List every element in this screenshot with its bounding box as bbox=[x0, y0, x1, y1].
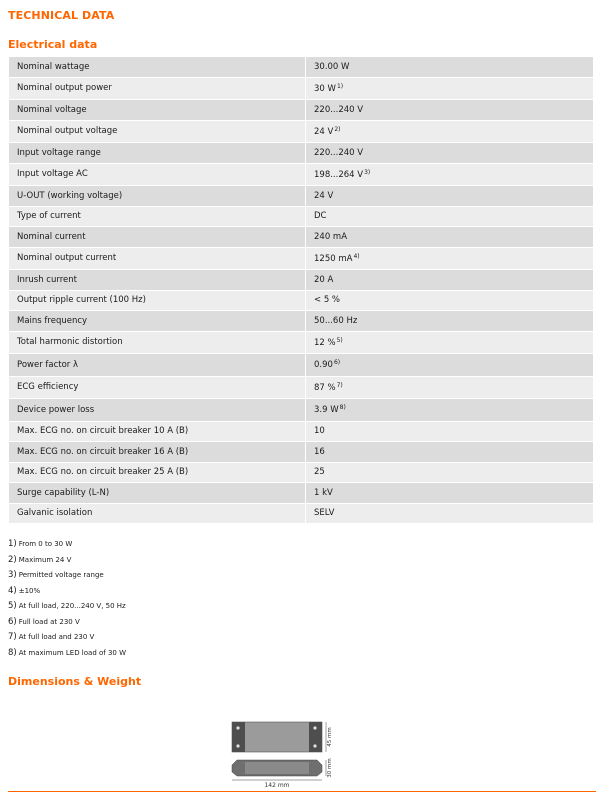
spec-value bbox=[306, 483, 594, 504]
spec-row bbox=[9, 227, 594, 248]
spec-value bbox=[306, 462, 594, 483]
spec-value bbox=[306, 247, 594, 270]
spec-value bbox=[306, 143, 594, 164]
footnote-number: 8) bbox=[8, 647, 17, 658]
spec-value bbox=[306, 57, 594, 78]
spec-label: Input voltage AC bbox=[9, 163, 306, 186]
spec-value-text: 3.9 W bbox=[314, 405, 339, 416]
spec-value bbox=[306, 311, 594, 332]
spec-value-text: < 5 % bbox=[314, 295, 341, 306]
electrical-data-table bbox=[8, 56, 594, 524]
footnote-ref: 7) bbox=[336, 381, 343, 389]
spec-row bbox=[9, 376, 594, 399]
device-top-view bbox=[232, 722, 322, 752]
spec-value bbox=[306, 206, 594, 227]
footer-rule bbox=[8, 791, 596, 792]
spec-value-text: SELV bbox=[314, 508, 335, 519]
spec-row bbox=[9, 462, 594, 483]
spec-label: Device power loss bbox=[9, 399, 306, 422]
screw-hole bbox=[236, 744, 239, 747]
footnote-number: 5) bbox=[8, 601, 17, 611]
spec-value-text: 10 bbox=[314, 426, 325, 437]
footnote bbox=[8, 599, 126, 615]
section-title-electrical: Electrical data bbox=[8, 38, 98, 51]
footnote-number: 1) bbox=[8, 539, 17, 549]
spec-row bbox=[9, 290, 594, 311]
spec-value bbox=[306, 290, 594, 311]
footnote-number: 6) bbox=[8, 616, 17, 627]
spec-label: Output ripple current (100 Hz) bbox=[9, 290, 306, 311]
spec-label: Galvanic isolation bbox=[9, 503, 306, 524]
footnote bbox=[8, 537, 126, 553]
spec-value-text: 198...264 V bbox=[314, 169, 364, 180]
spec-value bbox=[306, 120, 594, 143]
spec-value bbox=[306, 399, 594, 422]
spec-label: Mains frequency bbox=[9, 311, 306, 332]
footnote-number: 7) bbox=[8, 632, 17, 642]
footnote-text: At full load, 220...240 V, 50 Hz bbox=[18, 602, 126, 610]
footnotes-list bbox=[8, 537, 126, 661]
spec-label: Nominal output voltage bbox=[9, 120, 306, 143]
footnote-ref: 4) bbox=[353, 252, 360, 260]
spec-row bbox=[9, 311, 594, 332]
footnote bbox=[8, 615, 126, 631]
spec-label: Nominal current bbox=[9, 227, 306, 248]
spec-value bbox=[306, 421, 594, 442]
spec-value-text: 20 A bbox=[314, 274, 334, 285]
spec-value bbox=[306, 186, 594, 207]
spec-row bbox=[9, 120, 594, 143]
spec-value bbox=[306, 227, 594, 248]
spec-row bbox=[9, 77, 594, 100]
height-dimension-label: 30 mm bbox=[327, 758, 333, 778]
spec-label: Total harmonic distortion bbox=[9, 331, 306, 354]
spec-row bbox=[9, 57, 594, 78]
footnote bbox=[8, 584, 126, 600]
screw-hole bbox=[313, 726, 316, 729]
spec-row bbox=[9, 483, 594, 504]
spec-label: Surge capability (L-N) bbox=[9, 483, 306, 504]
spec-value-text: 240 mA bbox=[314, 231, 348, 242]
spec-row bbox=[9, 247, 594, 270]
footnote-text: Permitted voltage range bbox=[18, 571, 104, 579]
spec-value bbox=[306, 376, 594, 399]
spec-row bbox=[9, 503, 594, 524]
spec-value-text: 25 bbox=[314, 467, 325, 478]
spec-label: Input voltage range bbox=[9, 143, 306, 164]
section-title-dimensions: Dimensions & Weight bbox=[8, 675, 142, 688]
spec-value bbox=[306, 354, 594, 377]
spec-value-text: 1 kV bbox=[314, 487, 333, 498]
spec-value-text: 24 V bbox=[314, 190, 334, 201]
spec-value bbox=[306, 270, 594, 291]
spec-label: Nominal voltage bbox=[9, 100, 306, 121]
page-title: TECHNICAL DATA bbox=[8, 9, 115, 22]
footnote-ref: 1) bbox=[336, 82, 344, 90]
spec-row bbox=[9, 100, 594, 121]
spec-row bbox=[9, 399, 594, 422]
spec-label: Max. ECG no. on circuit breaker 10 A (B) bbox=[9, 421, 306, 442]
footnote-number: 4) bbox=[8, 585, 17, 596]
width-dimension-label: 45 mm bbox=[327, 727, 333, 747]
spec-label: Nominal wattage bbox=[9, 57, 306, 78]
spec-row bbox=[9, 163, 594, 186]
spec-row bbox=[9, 421, 594, 442]
footnote-ref: 3) bbox=[364, 168, 371, 176]
spec-label: Inrush current bbox=[9, 270, 306, 291]
spec-label: Power factor λ bbox=[9, 354, 306, 377]
footnote bbox=[8, 568, 126, 584]
spec-value bbox=[306, 163, 594, 186]
footnote-text: From 0 to 30 W bbox=[18, 540, 73, 548]
spec-value bbox=[306, 503, 594, 524]
spec-value bbox=[306, 100, 594, 121]
spec-value-text: 220...240 V bbox=[314, 104, 364, 115]
footnote-text: ±10% bbox=[18, 586, 41, 595]
footnote-text: Maximum 24 V bbox=[18, 555, 72, 564]
spec-label: Nominal output current bbox=[9, 247, 306, 270]
spec-row bbox=[9, 354, 594, 377]
footnote-text: At maximum LED load of 30 W bbox=[18, 648, 127, 657]
spec-value-text: 16 bbox=[314, 446, 325, 457]
footnote-text: Full load at 230 V bbox=[18, 617, 80, 626]
spec-value-text: 1250 mA bbox=[314, 253, 353, 264]
spec-row bbox=[9, 270, 594, 291]
spec-row bbox=[9, 206, 594, 227]
screw-hole bbox=[236, 726, 239, 729]
spec-value-text: 220...240 V bbox=[314, 147, 364, 158]
footnote-text: At full load and 230 V bbox=[18, 633, 95, 641]
footnote-ref: 8) bbox=[339, 404, 346, 412]
dimension-drawing bbox=[225, 718, 335, 790]
footnote-ref: 6) bbox=[333, 359, 341, 367]
footnote-number: 3) bbox=[8, 570, 17, 580]
footnote bbox=[8, 553, 126, 569]
spec-row bbox=[9, 331, 594, 354]
spec-row bbox=[9, 186, 594, 207]
spec-label: Max. ECG no. on circuit breaker 16 A (B) bbox=[9, 442, 306, 463]
spec-value bbox=[306, 331, 594, 354]
spec-value-text: 87 % bbox=[314, 382, 336, 393]
footnote-number: 2) bbox=[8, 554, 17, 565]
footnote bbox=[8, 646, 126, 662]
spec-value-text: 0.90 bbox=[314, 360, 333, 371]
spec-label: Nominal output power bbox=[9, 77, 306, 100]
spec-value-text: 30.00 W bbox=[314, 61, 350, 72]
spec-value-text: 50...60 Hz bbox=[314, 315, 358, 326]
spec-value bbox=[306, 77, 594, 100]
spec-row bbox=[9, 143, 594, 164]
footnote-ref: 2) bbox=[334, 125, 341, 133]
spec-label: Type of current bbox=[9, 206, 306, 227]
spec-row bbox=[9, 442, 594, 463]
spec-label: ECG efficiency bbox=[9, 376, 306, 399]
spec-value-text: 30 W bbox=[314, 83, 336, 94]
footnote-ref: 5) bbox=[336, 336, 343, 344]
spec-label: U-OUT (working voltage) bbox=[9, 186, 306, 207]
spec-value bbox=[306, 442, 594, 463]
length-dimension-label: 142 mm bbox=[264, 782, 290, 789]
screw-hole bbox=[313, 744, 316, 747]
footnote bbox=[8, 630, 126, 646]
spec-value-text: DC bbox=[314, 211, 327, 222]
spec-label: Max. ECG no. on circuit breaker 25 A (B) bbox=[9, 462, 306, 483]
spec-value-text: 24 V bbox=[314, 126, 334, 137]
spec-value-text: 12 % bbox=[314, 337, 336, 348]
